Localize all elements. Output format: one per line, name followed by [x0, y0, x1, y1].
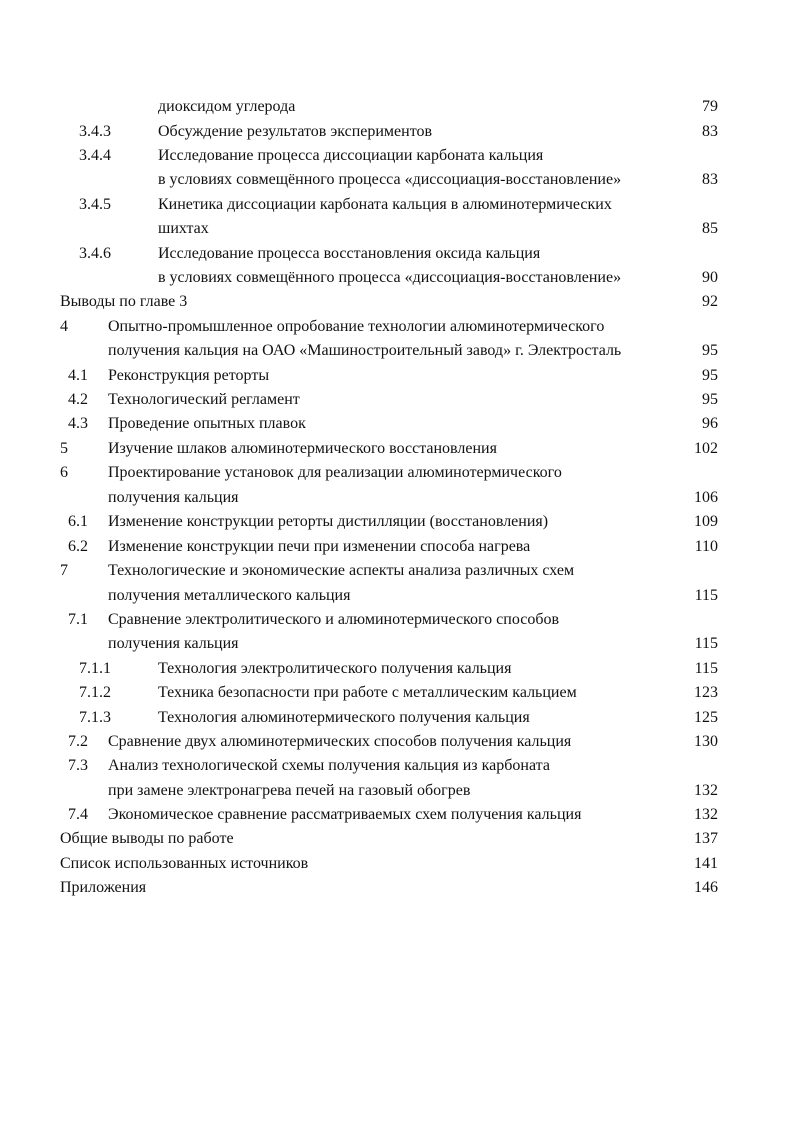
toc-entry-number: 7.1.3	[79, 709, 111, 726]
toc-entry-page: 137	[694, 830, 718, 847]
toc-entry-text: Изменение конструкции печи при изменении способа нагрева	[108, 538, 531, 555]
toc-entry-text: Приложения	[60, 879, 147, 896]
toc-entry-text: в условиях совмещённого процесса «диссоциация-восстановление»	[158, 269, 622, 286]
toc-entry-page: 132	[694, 782, 718, 799]
toc-entry-page: 95	[702, 342, 718, 359]
toc-entry-number: 4.1	[68, 367, 88, 384]
toc-entry-text: Исследование процесса восстановления оксида кальция	[158, 245, 541, 262]
toc-entry-number: 7.3	[68, 757, 88, 774]
toc-entry-number: 6.1	[68, 513, 88, 530]
toc-entry-page: 110	[694, 538, 718, 555]
toc-entry-page: 83	[702, 123, 718, 140]
toc-entry-text: Технология электролитического получения кальция	[158, 660, 512, 677]
toc-entry-page: 85	[702, 220, 718, 237]
toc-entry-page: 90	[702, 269, 718, 286]
toc-entry-page: 92	[702, 293, 718, 310]
toc-entry-page: 141	[694, 855, 718, 872]
toc-entry-number: 7.1.2	[79, 684, 111, 701]
toc-entry-text: диоксидом углерода	[158, 98, 296, 115]
toc-entry-text: Реконструкция реторты	[108, 367, 270, 384]
toc-entry-text: Список использованных источников	[60, 855, 309, 872]
toc-entry-text: Общие выводы по работе	[60, 830, 234, 847]
toc-entry-number: 4.3	[68, 415, 88, 432]
toc-entry-text: шихтах	[158, 220, 209, 237]
toc-entry-page: 83	[702, 171, 718, 188]
toc-entry-page: 96	[702, 415, 718, 432]
toc-entry-page: 132	[694, 806, 718, 823]
toc-entry-number: 7	[60, 562, 68, 579]
toc-entry-page: 130	[694, 733, 718, 750]
toc-entry-number: 6.2	[68, 538, 88, 555]
toc-entry-page: 95	[702, 367, 718, 384]
toc-entry-text: Опытно-промышленное опробование технологии алюминотермического	[108, 318, 605, 335]
toc-entry-page: 95	[702, 391, 718, 408]
toc-entry-text: Исследование процесса диссоциации карбоната кальция	[158, 147, 544, 164]
toc-entry-number: 3.4.6	[79, 245, 111, 262]
toc-entry-page: 109	[694, 513, 718, 530]
toc-entry-page: 123	[694, 684, 718, 701]
toc-entry-number: 7.2	[68, 733, 88, 750]
toc-entry-page: 79	[702, 98, 718, 115]
toc-entry-page: 146	[694, 879, 718, 896]
toc-entry-text: получения кальция	[108, 635, 239, 652]
toc-entry-number: 4	[60, 318, 68, 335]
toc-entry-text: Выводы по главе 3	[60, 293, 188, 310]
toc-entry-text: Изучение шлаков алюминотермического восстановления	[108, 440, 497, 457]
toc-entry-text: получения кальция на ОАО «Машиностроительный завод» г. Электросталь	[108, 342, 622, 359]
toc-entry-number: 6	[60, 464, 68, 481]
toc-entry-text: при замене электронагрева печей на газовый обогрев	[108, 782, 471, 799]
toc-entry-number: 7.1.1	[79, 660, 111, 677]
toc-entry-text: Кинетика диссоциации карбоната кальция в алюминотермических	[158, 196, 612, 213]
toc-entry-page: 102	[694, 440, 718, 457]
toc-entry-text: получения металлического кальция	[108, 587, 351, 604]
toc-entry-text: Проектирование установок для реализации алюминотермического	[108, 464, 562, 481]
toc-entry-text: Технология алюминотермического получения кальция	[158, 709, 530, 726]
toc-entry-page: 115	[694, 635, 718, 652]
toc-entry-number: 4.2	[68, 391, 88, 408]
toc-entry-number: 3.4.4	[79, 147, 111, 164]
toc-entry-number: 7.4	[68, 806, 88, 823]
toc-entry-text: в условиях совмещённого процесса «диссоциация-восстановление»	[158, 171, 622, 188]
toc-entry-number: 3.4.5	[79, 196, 111, 213]
toc-entry-number: 3.4.3	[79, 123, 111, 140]
toc-entry-page: 115	[694, 660, 718, 677]
toc-entry-text: Технологический регламент	[108, 391, 300, 408]
toc-entry-page: 125	[694, 709, 718, 726]
toc-entry-text: Обсуждение результатов экспериментов	[158, 123, 433, 140]
toc-entry-text: Сравнение двух алюминотермических способов получения кальция	[108, 733, 572, 750]
toc-entry-text: Изменение конструкции реторты дистилляции (восстановления)	[108, 513, 549, 530]
toc-entry-text: Экономическое сравнение рассматриваемых схем получения кальция	[108, 806, 582, 823]
toc-entry-page: 106	[694, 489, 718, 506]
toc-entry-text: Анализ технологической схемы получения кальция из карбоната	[108, 757, 550, 774]
toc-entry-page: 115	[694, 587, 718, 604]
toc-entry-text: Сравнение электролитического и алюминотермического способов	[108, 611, 560, 628]
toc-entry-number: 7.1	[68, 611, 88, 628]
toc-entry-number: 5	[60, 440, 68, 457]
toc-entry-text: получения кальция	[108, 489, 239, 506]
toc-entry-text: Технологические и экономические аспекты анализа различных схем	[108, 562, 575, 579]
toc-entry-text: Проведение опытных плавок	[108, 415, 306, 432]
toc-entry-text: Техника безопасности при работе с металлическим кальцием	[158, 684, 577, 701]
